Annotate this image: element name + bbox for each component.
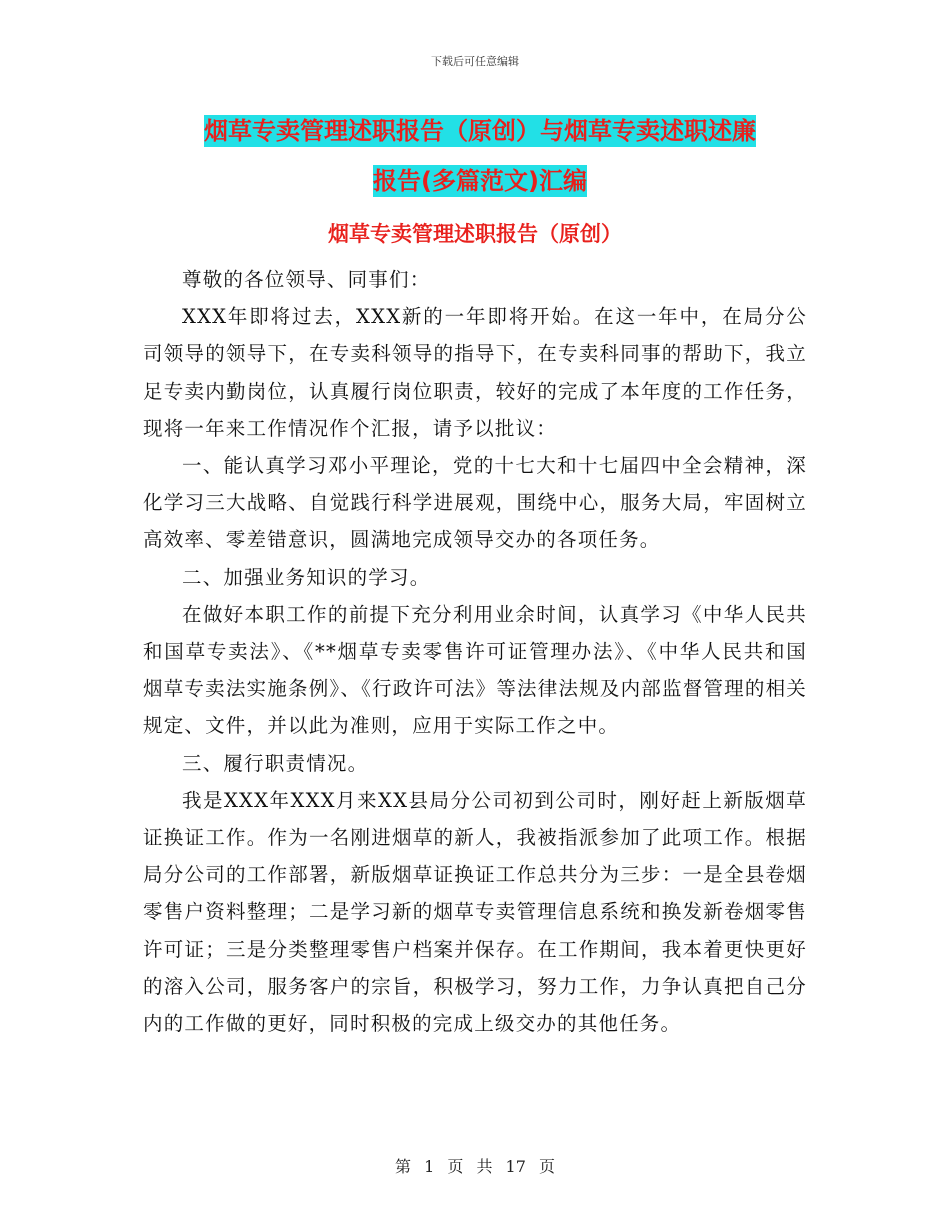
document-body — [143, 261, 807, 1042]
title-line-1: 烟草专卖管理述职报告（原创）与烟草专卖述职述廉 — [204, 117, 756, 145]
title-line-2: 报告(多篇范文)汇编 — [373, 167, 587, 195]
page-footer: 第 1 页 共 17 页 — [395, 1157, 555, 1176]
paragraph-study: 在做好本职工作的前提下充分利用业余时间，认真学习《中华人民共和国草专卖法》、《**烟草专卖零售许可证管理办法》、《中华人民共和国烟草专卖法实施条例》、《行政许可法》等法律法规及内部监督管理的相关规定、文件，并以此为准则，应用于实际工作之中。 — [143, 602, 807, 738]
paragraph-duties: 我是XXX年XXX月来XX县局分公司初到公司时，刚好赶上新版烟草证换证工作。作为一名刚进烟草的新人，我被指派参加了此项工作。根据局分公司的工作部署，新版烟草证换证工作总共分为三步：一是全县卷烟零售户资料整理；二是学习新的烟草专卖管理信息系统和换发新卷烟零售许可证；三是分类整理零售户档案并保存。在工作期间，我本着更快更好的溶入公司，服务客户的宗旨，积极学习，努力工作，力争认真把自己分内的工作做的更好，同时积极的完成上级交办的其他任务。 — [143, 788, 807, 1036]
header-note: 下载后可任意编辑 — [431, 55, 519, 68]
paragraph-heading-2: 二、加强业务知识的学习。 — [182, 565, 431, 589]
document-title — [150, 106, 810, 206]
section-title: 烟草专卖管理述职报告（原创） — [328, 222, 622, 246]
paragraph-intro: XXX年即将过去，XXX新的一年即将开始。在这一年中，在局分公司领导的领导下，在专卖科领导的指导下，在专卖科同事的帮助下，我立足专卖内勤岗位，认真履行岗位职责，较好的完成了本年度的工作任务，现将一年来工作情况作个汇报，请予以批议： — [143, 305, 807, 440]
paragraph-salutation: 尊敬的各位领导、同事们： — [182, 268, 431, 291]
paragraph-point-1: 一、能认真学习邓小平理论，党的十七大和十七届四中全会精神，深化学习三大战略、自觉践行科学进展观，围绕中心，服务大局，牢固树立高效率、零差错意识，圆满地完成领导交办的各项任务。 — [143, 454, 807, 552]
paragraph-heading-3: 三、履行职责情况。 — [182, 751, 369, 775]
